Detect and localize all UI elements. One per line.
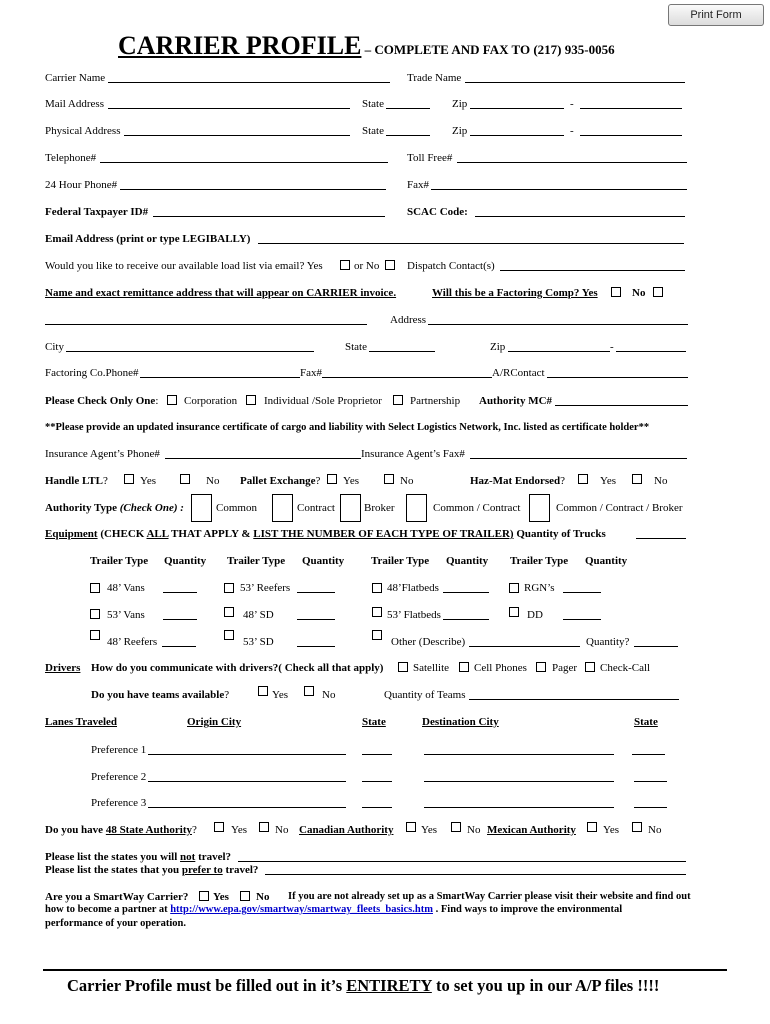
agent-phone-label: Insurance Agent’s Phone# <box>45 448 160 460</box>
factoring-phone-field[interactable] <box>140 377 300 378</box>
hazmat-yes-checkbox[interactable] <box>578 474 588 484</box>
factoring-question: Will this be a Factoring Comp? Yes <box>432 287 598 299</box>
canadian-yes-label: Yes <box>421 824 438 836</box>
pallet-yes-label: Yes <box>343 475 360 487</box>
pref3-dest-state-field[interactable] <box>634 807 667 808</box>
other-quantity-label: Quantity? <box>586 636 630 648</box>
print-form-button[interactable]: Print Form <box>668 4 764 26</box>
authority-contract-checkbox[interactable] <box>272 494 293 522</box>
states-not-a: Please list the states you will <box>45 851 181 863</box>
physical-state-label: State <box>362 125 384 137</box>
ltl-qmark: ? <box>102 475 108 487</box>
qty-teams-field[interactable] <box>469 699 679 700</box>
load-list-yes-checkbox[interactable] <box>340 260 350 270</box>
reefers53-qty-field[interactable] <box>297 592 335 593</box>
canadian-label: Canadian Authority <box>299 824 394 836</box>
trade-name-field[interactable] <box>465 82 685 83</box>
col-trailer-2: Trailer Type <box>227 555 286 567</box>
col-qty-1: Quantity <box>164 555 207 567</box>
ar-contact-field[interactable] <box>547 377 688 378</box>
remit-zip-dash: - <box>610 341 614 353</box>
pager-label: Pager <box>552 662 578 674</box>
factoring-yes-checkbox[interactable] <box>611 287 621 297</box>
remit-zip-label: Zip <box>490 341 506 353</box>
qty-trucks-label: Quantity of Trucks <box>516 528 606 540</box>
sd48-checkbox[interactable] <box>224 607 234 617</box>
ltl-yes-checkbox[interactable] <box>124 474 134 484</box>
sd53-checkbox[interactable] <box>224 630 234 640</box>
pref1-dest-state-field[interactable] <box>632 754 665 755</box>
states-prefer-label <box>45 864 258 876</box>
lanes-origin: Origin City <box>187 716 242 728</box>
mail-zip-ext-field[interactable] <box>580 108 682 109</box>
state48-label: 48 State Authority <box>105 824 192 836</box>
authority-type-text: Authority Type <box>45 502 118 514</box>
ltl-no-label: No <box>206 475 220 487</box>
flatbeds53-label: 53’ Flatbeds <box>387 609 441 621</box>
smartway-link[interactable]: http://www.epa.gov/smartway/smartway_fleets_basics.htm <box>170 904 433 915</box>
pref3-label: Preference 3 <box>91 797 147 809</box>
mail-zip-field[interactable] <box>470 108 564 109</box>
physical-address-field[interactable] <box>124 135 350 136</box>
equipment-paren: (CHECK <box>97 528 147 540</box>
footer-b: to set you up in our A/P files !!!! <box>431 976 660 995</box>
pref3-dest-field[interactable] <box>424 807 614 808</box>
pager-checkbox[interactable] <box>536 662 546 672</box>
toll-free-label: Toll Free# <box>407 152 453 164</box>
states-not-label <box>45 851 231 863</box>
factoring-fax-label: Fax# <box>300 367 322 379</box>
partnership-checkbox[interactable] <box>393 395 403 405</box>
vans53-label: 53’ Vans <box>107 609 145 621</box>
factoring-phone-label: Factoring Co.Phone# <box>45 367 139 379</box>
checkcall-checkbox[interactable] <box>585 662 595 672</box>
satellite-label: Satellite <box>413 662 450 674</box>
email-label: Email Address (print or type LEGIBALLY) <box>45 233 251 245</box>
smartway-question: Are you a SmartWay Carrier? <box>45 891 189 903</box>
fax-label: Fax# <box>407 179 429 191</box>
flatbeds53-checkbox[interactable] <box>372 607 382 617</box>
smartway-line1: If you are not already set up as a SmartWay Carrier please visit their website and find out <box>288 891 691 902</box>
states-not-word: not <box>180 851 196 863</box>
title-fax: – COMPLETE AND FAX TO (217) 935-0056 <box>361 42 615 57</box>
other-checkbox[interactable] <box>372 630 382 640</box>
pallet-qmark: ? <box>315 475 321 487</box>
drivers-question: How do you communicate with drivers?( Check all that apply) <box>91 662 384 674</box>
corporation-checkbox[interactable] <box>167 395 177 405</box>
toll-free-field[interactable] <box>457 162 687 163</box>
smartway-no-checkbox[interactable] <box>240 891 250 901</box>
mexican-no-label: No <box>648 824 662 836</box>
flatbeds48-qty-field[interactable] <box>443 592 489 593</box>
col-qty-4: Quantity <box>585 555 628 567</box>
sd53-label: 53’ SD <box>243 636 274 648</box>
sd53-qty-field[interactable] <box>297 646 335 647</box>
authority-common-contract-checkbox[interactable] <box>406 494 427 522</box>
mail-state-field[interactable] <box>386 108 430 109</box>
teams-yes-label: Yes <box>272 689 289 701</box>
mail-state-label: State <box>362 98 384 110</box>
hazmat-label <box>470 475 565 487</box>
hazmat-no-label: No <box>654 475 668 487</box>
dispatch-field[interactable] <box>500 270 685 271</box>
col-trailer-4: Trailer Type <box>510 555 569 567</box>
canadian-yes-checkbox[interactable] <box>406 822 416 832</box>
trade-name-label: Trade Name <box>407 72 462 84</box>
authority-common-label: Common <box>216 502 257 514</box>
authority-broker-checkbox[interactable] <box>340 494 361 522</box>
physical-zip-label: Zip <box>452 125 468 137</box>
mexican-label: Mexican Authority <box>487 824 576 836</box>
vans48-checkbox[interactable] <box>90 583 100 593</box>
other-describe-field[interactable] <box>469 646 580 647</box>
states-not-field[interactable] <box>238 861 686 862</box>
scac-field[interactable] <box>475 216 685 217</box>
individual-checkbox[interactable] <box>246 395 256 405</box>
agent-fax-field[interactable] <box>470 458 687 459</box>
sd48-qty-field[interactable] <box>297 619 335 620</box>
reefers48-label: 48’ Reefers <box>107 636 158 648</box>
dispatch-label: Dispatch Contact(s) <box>407 260 495 272</box>
cell-label: Cell Phones <box>474 662 527 674</box>
footer-divider <box>43 969 727 971</box>
authority-common-checkbox[interactable] <box>191 494 212 522</box>
remit-city-field[interactable] <box>66 351 314 352</box>
pallet-no-checkbox[interactable] <box>384 474 394 484</box>
rgns-qty-field[interactable] <box>563 592 601 593</box>
mexican-no-checkbox[interactable] <box>632 822 642 832</box>
satellite-checkbox[interactable] <box>398 662 408 672</box>
pref2-label: Preference 2 <box>91 771 147 783</box>
carrier-name-field[interactable] <box>108 82 390 83</box>
vans48-label: 48’ Vans <box>107 582 145 594</box>
hazmat-no-checkbox[interactable] <box>632 474 642 484</box>
authority-all-checkbox[interactable] <box>529 494 550 522</box>
remit-state-field[interactable] <box>369 351 435 352</box>
pref2-origin-field[interactable] <box>148 781 346 782</box>
pref3-origin-field[interactable] <box>148 807 346 808</box>
equipment-list: LIST THE NUMBER OF EACH TYPE OF TRAILER) <box>253 528 514 540</box>
factoring-no-label: No <box>632 287 646 299</box>
equipment-label: Equipment <box>45 528 98 540</box>
qty-trucks-field[interactable] <box>636 538 686 539</box>
authority-all-label: Common / Contract / Broker <box>556 502 683 514</box>
page-title <box>118 31 615 61</box>
check-one-colon: : <box>155 395 159 407</box>
physical-zip-ext-field[interactable] <box>580 135 682 136</box>
mail-address-label: Mail Address <box>45 98 104 110</box>
dd-label: DD <box>527 609 543 621</box>
state48-no-checkbox[interactable] <box>259 822 269 832</box>
sd48-label: 48’ SD <box>243 609 274 621</box>
footer-a: Carrier Profile must be filled out in it’s <box>67 976 347 995</box>
col-qty-2: Quantity <box>302 555 345 567</box>
authority-do-you-have: Do you have <box>45 824 106 836</box>
remit-address-field[interactable] <box>428 324 688 325</box>
agent-fax-label: Insurance Agent’s Fax# <box>361 448 465 460</box>
states-prefer-field[interactable] <box>265 874 686 875</box>
check-one-label <box>45 395 158 407</box>
flatbeds48-label: 48’Flatbeds <box>387 582 439 594</box>
hazmat-yes-label: Yes <box>600 475 617 487</box>
insurance-notice: **Please provide an updated insurance certificate of cargo and liability with Select Logistics Network, Inc. listed as certificate holder** <box>45 422 650 433</box>
federal-taxpayer-field[interactable] <box>153 216 385 217</box>
other-quantity-field[interactable] <box>634 646 678 647</box>
footer-notice <box>67 976 659 996</box>
phone24-label: 24 Hour Phone# <box>45 179 118 191</box>
authority-broker-label: Broker <box>364 502 395 514</box>
equipment-header <box>45 528 606 540</box>
pref2-dest-state-field[interactable] <box>634 781 667 782</box>
dd-checkbox[interactable] <box>509 607 519 617</box>
ltl-label <box>45 475 108 487</box>
hazmat-qmark: ? <box>560 475 566 487</box>
phone24-field[interactable] <box>120 189 386 190</box>
carrier-name-label: Carrier Name <box>45 72 106 84</box>
smartway-line3: performance of your operation. <box>45 918 186 929</box>
load-list-or-no: or No <box>354 260 380 272</box>
checkcall-label: Check-Call <box>600 662 651 674</box>
teams-yes-checkbox[interactable] <box>258 686 268 696</box>
teams-no-label: No <box>322 689 336 701</box>
reefers48-qty-field[interactable] <box>162 646 196 647</box>
remit-zip-field[interactable] <box>508 351 610 352</box>
corporation-label: Corporation <box>184 395 238 407</box>
drivers-label: Drivers <box>45 662 81 674</box>
authority-mc-label: Authority MC# <box>479 395 553 407</box>
ltl-yes-label: Yes <box>140 475 157 487</box>
load-list-no-checkbox[interactable] <box>385 260 395 270</box>
canadian-no-checkbox[interactable] <box>451 822 461 832</box>
col-qty-3: Quantity <box>446 555 489 567</box>
state48-qmark: ? <box>191 824 197 836</box>
physical-zip-dash: - <box>570 125 574 137</box>
mail-zip-dash: - <box>570 98 574 110</box>
smartway-yes-label: Yes <box>213 891 229 903</box>
smartway-line2a: how to become a partner at <box>45 904 168 915</box>
physical-zip-field[interactable] <box>470 135 564 136</box>
title-main: CARRIER PROFILE <box>118 31 362 60</box>
states-prefer-b: travel? <box>222 864 259 876</box>
agent-phone-field[interactable] <box>165 458 361 459</box>
equipment-mid: THAT APPLY & <box>168 528 254 540</box>
mail-address-field[interactable] <box>108 108 350 109</box>
pallet-label <box>240 475 320 487</box>
teams-question <box>91 689 229 701</box>
pref1-origin-field[interactable] <box>148 754 346 755</box>
cell-checkbox[interactable] <box>459 662 469 672</box>
pref1-state-field[interactable] <box>362 754 392 755</box>
hazmat-text: Haz-Mat Endorsed <box>470 475 561 487</box>
authority-type-label <box>45 502 184 514</box>
footer-entirety: ENTIRETY <box>346 976 432 995</box>
pref2-dest-field[interactable] <box>424 781 614 782</box>
teams-no-checkbox[interactable] <box>304 686 314 696</box>
mail-zip-label: Zip <box>452 98 468 110</box>
federal-taxpayer-label: Federal Taxpayer ID# <box>45 206 149 218</box>
canadian-no-label: No <box>467 824 481 836</box>
lanes-label: Lanes Traveled <box>45 716 118 728</box>
authority-common-contract-label: Common / Contract <box>433 502 521 514</box>
email-field[interactable] <box>258 243 684 244</box>
col-trailer-1: Trailer Type <box>90 555 149 567</box>
check-one-text: Please Check Only One <box>45 395 156 407</box>
vans48-qty-field[interactable] <box>163 592 197 593</box>
fax-field[interactable] <box>431 189 687 190</box>
physical-address-label: Physical Address <box>45 125 121 137</box>
load-list-question: Would you like to receive our available load list via email? Yes <box>45 260 323 272</box>
col-trailer-3: Trailer Type <box>371 555 430 567</box>
ltl-text: Handle LTL <box>45 475 103 487</box>
remit-label: Name and exact remittance address that will appear on CARRIER invoice. <box>45 287 397 299</box>
teams-qmark: ? <box>224 689 230 701</box>
smartway-no-label: No <box>256 891 270 903</box>
pallet-yes-checkbox[interactable] <box>327 474 337 484</box>
teams-text: Do you have teams available <box>91 689 225 701</box>
remit-city-label: City <box>45 341 64 353</box>
reefers53-checkbox[interactable] <box>224 583 234 593</box>
smartway-yes-checkbox[interactable] <box>199 891 209 901</box>
vans53-checkbox[interactable] <box>90 609 100 619</box>
pref1-dest-field[interactable] <box>424 754 614 755</box>
other-label: Other (Describe) <box>391 636 466 648</box>
vans53-qty-field[interactable] <box>163 619 197 620</box>
lanes-state2: State <box>634 716 658 728</box>
equipment-all: ALL <box>146 528 169 540</box>
states-prefer-word: prefer to <box>181 864 223 876</box>
pref3-state-field[interactable] <box>362 807 392 808</box>
authority-type-check-one: (Check One) : <box>119 502 184 514</box>
ltl-no-checkbox[interactable] <box>180 474 190 484</box>
rgns-checkbox[interactable] <box>509 583 519 593</box>
lanes-state: State <box>362 716 386 728</box>
smartway-line2b: . Find ways to improve the environmental <box>435 904 623 915</box>
telephone-field[interactable] <box>100 162 388 163</box>
state48-yes-label: Yes <box>231 824 248 836</box>
physical-state-field[interactable] <box>386 135 430 136</box>
telephone-label: Telephone# <box>45 152 97 164</box>
pallet-no-label: No <box>400 475 414 487</box>
factoring-no-checkbox[interactable] <box>653 287 663 297</box>
factoring-fax-field[interactable] <box>322 377 492 378</box>
states-prefer-a: Please list the states that you <box>45 864 182 876</box>
flatbeds53-qty-field[interactable] <box>443 619 489 620</box>
flatbeds48-checkbox[interactable] <box>372 583 382 593</box>
ar-contact-label: A/RContact <box>492 367 545 379</box>
lanes-destination: Destination City <box>422 716 499 728</box>
authority-mc-field[interactable] <box>555 405 688 406</box>
state48-no-label: No <box>275 824 289 836</box>
scac-label: SCAC Code: <box>407 206 468 218</box>
pallet-text: Pallet Exchange <box>240 475 316 487</box>
mexican-yes-label: Yes <box>603 824 620 836</box>
partnership-label: Partnership <box>410 395 461 407</box>
remit-zip-ext-field[interactable] <box>616 351 686 352</box>
reefers48-checkbox[interactable] <box>90 630 100 640</box>
state48-yes-checkbox[interactable] <box>214 822 224 832</box>
reefers53-label: 53’ Reefers <box>240 582 291 594</box>
states-not-b: travel? <box>195 851 232 863</box>
pref2-state-field[interactable] <box>362 781 392 782</box>
pref1-label: Preference 1 <box>91 744 147 756</box>
authority-contract-label: Contract <box>297 502 335 514</box>
smartway-line2 <box>45 904 622 915</box>
remit-state-label: State <box>345 341 367 353</box>
dd-qty-field[interactable] <box>563 619 601 620</box>
mexican-yes-checkbox[interactable] <box>587 822 597 832</box>
remit-name-field[interactable] <box>45 324 367 325</box>
authority-row <box>45 824 197 836</box>
rgns-label: RGN’s <box>524 582 555 594</box>
qty-teams-label: Quantity of Teams <box>384 689 466 701</box>
individual-label: Individual /Sole Proprietor <box>264 395 382 407</box>
remit-address-label: Address <box>390 314 427 326</box>
